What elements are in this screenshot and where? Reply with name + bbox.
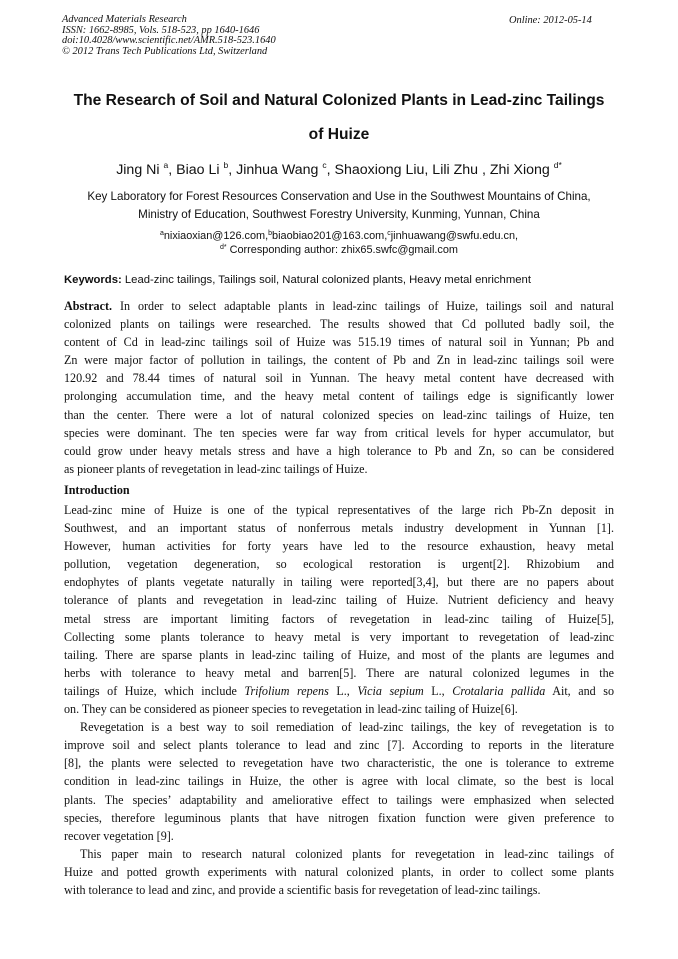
email-line — [40, 230, 638, 242]
keywords-label: Keywords: — [64, 274, 122, 286]
email-mark: d* — [219, 244, 227, 251]
abstract-line: colonized plants on tailings were researched. The results showed that Cd polluted badly soil, the — [64, 317, 614, 332]
intro-line: Southwest, and an important status of nonferrous metals industry development in Yunnan [1]. — [64, 521, 614, 536]
abstract-line: content of Cd in lead-zinc tailings soil of Huize was 515.19 times of natural soil in Yunnan; Pb and — [64, 335, 614, 350]
paper-title-line-2: of Huize — [308, 126, 370, 143]
intro-line: tolerance of plants and revegetation in lead-zinc tailing of Huize. Nutrient deficiency and heavy — [64, 593, 614, 608]
intro-line: condition in lead-zinc tailings in Huize, the other is agree with local climate, so the best is local — [64, 774, 614, 789]
author-mark: c — [322, 160, 327, 170]
corresponding-author-line — [40, 244, 638, 256]
intro-line: pollution, vegetation degeneration, so ecological restoration is urgent[2]. Rhizobium and — [64, 557, 614, 572]
author-separator: , — [228, 162, 237, 178]
species-text: L., — [423, 683, 453, 698]
email-d: Corresponding author: zhix65.swfc@gmail.com — [226, 244, 458, 256]
intro-line: species, therefore leguminous plants that have nitrogen fixation function were given preference to — [64, 810, 614, 825]
abstract-line: species were dominant. The ten species were far way from critical levels for hyper accumulator, but — [64, 425, 614, 440]
email-mark: b — [268, 230, 273, 237]
species-text: tailings of Huize, which include — [64, 683, 245, 698]
intro-line: Lead-zinc mine of Huize is one of the typical representatives of the large rich Pb-Zn deposit in — [64, 503, 614, 517]
intro-line: on. They can be considered as pioneer species to revegetation in lead-zinc tailing of Huize[6]. — [64, 702, 518, 717]
species-name: Trifolium repens — [244, 683, 329, 698]
intro-species-line — [64, 682, 614, 700]
doi-line: doi:10.4028/www.scientific.net/AMR.518-523.1640 — [62, 35, 276, 47]
journal-meta — [62, 15, 276, 57]
online-date: Online: 2012-05-14 — [509, 15, 592, 26]
author-name: Biao Li — [176, 162, 220, 178]
introduction-heading: Introduction — [64, 483, 130, 497]
intro-line: plants. The species’ adaptability and ameliorative effect to tailings were emphasized when selected — [64, 792, 614, 807]
species-name: Vicia sepium — [357, 683, 424, 698]
keywords-text: Lead-zinc tailings, Tailings soil, Natural colonized plants, Heavy metal enrichment — [121, 274, 531, 286]
species-name: Crotalaria pallida — [452, 683, 546, 698]
intro-line: recover vegetation [9]. — [64, 828, 174, 843]
intro-line: Huize and potted growth experiments with natural colonized plants, in order to collect some plants — [64, 864, 614, 879]
species-text: Ait, and so — [545, 683, 614, 698]
abstract-line: as pioneer plants of revegetation in lead-zinc tailings of Huize. — [64, 461, 368, 476]
affiliation-line-1: Key Laboratory for Forest Resources Conservation and Use in the Southwest Mountains of China, — [87, 190, 591, 203]
email-mark: c — [387, 230, 391, 237]
abstract-first-line: In order to select adaptable plants in lead-zinc tailings of Huize, tailings soil and natural — [112, 299, 614, 313]
paper-title-line-1: The Research of Soil and Natural Colonized Plants in Lead-zinc Tailings — [73, 92, 605, 109]
intro-line: with tolerance to lead and zinc, and provide a scientific basis for revegetation of lead-zinc tailings. — [64, 882, 541, 897]
abstract — [64, 297, 614, 478]
author-name: Shaoxiong Liu, Lili Zhu , Zhi Xiong — [334, 162, 550, 178]
abstract-line: prolonging accumulation time, and the heavy metal content of tailings edge is significantly lower — [64, 389, 614, 404]
species-text: L., — [328, 683, 358, 698]
email-a: nixiaoxian@126.com, — [163, 230, 269, 242]
abstract-line: than the center. There were a lot of natural colonized species on lead-zinc tailings of Huize, ten — [64, 407, 614, 422]
author-list — [40, 160, 638, 178]
issn-line: ISSN: 1662-8985, Vols. 518-523, pp 1640-1646 — [62, 24, 260, 36]
abstract-line: could grow under heavy metals stress and have a high tolerance to Pb and Zn, so can be considered — [64, 443, 614, 458]
email-c: jinhuawang@swfu.edu.cn, — [390, 230, 519, 242]
intro-line: Revegetation is a best way to soil remediation of lead-zinc tailings, the key of revegetation is to — [80, 720, 614, 735]
intro-line: metal stress are important limiting factors of revegetation in lead-zinc tailing of Huize[5], — [64, 611, 614, 626]
author-mark: a — [163, 160, 169, 170]
author-separator: , — [168, 162, 177, 178]
abstract-line: Zn were major factor of pollution in tailings, the content of Pb and Zn in lead-zinc tailings soil were — [64, 353, 614, 368]
intro-line: Collecting some plants tolerance to heavy metal is very important to revegetation of lead-zinc — [64, 629, 614, 644]
author-mark: d* — [553, 160, 562, 170]
author-name: Jinhua Wang — [236, 162, 319, 178]
author-name: Jing Ni — [116, 162, 160, 178]
intro-line: However, human activities for forty years have led to the resource exhaustion, heavy metal — [64, 539, 614, 554]
author-separator: , — [326, 162, 335, 178]
intro-line: herbs with tolerance to heavy metal and barren[5]. There are natural colonized legumes in the — [64, 665, 614, 680]
introduction-body — [64, 501, 614, 899]
affiliation-line-2: Ministry of Education, Southwest Forestry University, Kunming, Yunnan, China — [138, 208, 540, 221]
abstract-line — [64, 297, 614, 315]
journal-name: Advanced Materials Research — [62, 14, 187, 25]
intro-line: tailing. There are sparse plants in lead-zinc tailing of Huize, and most of the plants are legumes and — [64, 647, 614, 662]
keywords — [64, 274, 531, 286]
intro-line: improve soil and select plants tolerance to lead and zinc [7]. According to reports in the literature — [64, 738, 614, 753]
intro-line: endophytes of plants vegetate naturally in tailing were reported[3,4], but there are no papers about — [64, 575, 614, 590]
abstract-line: 120.92 and 78.44 times of natural soil in Yunnan. The heavy metal content have decreased with — [64, 371, 614, 386]
intro-line: [8], the plants were selected to revegetation have two characteristic, the one is tolerance to extreme — [64, 756, 614, 771]
email-b: biaobiao201@163.com, — [272, 230, 388, 242]
abstract-label: Abstract. — [64, 299, 113, 313]
intro-line: This paper main to research natural colonized plants for revegetation in lead-zinc tailings of — [80, 846, 614, 861]
email-mark: a — [159, 230, 164, 237]
author-mark: b — [223, 160, 229, 170]
copyright-line: © 2012 Trans Tech Publications Ltd, Switzerland — [62, 45, 268, 57]
